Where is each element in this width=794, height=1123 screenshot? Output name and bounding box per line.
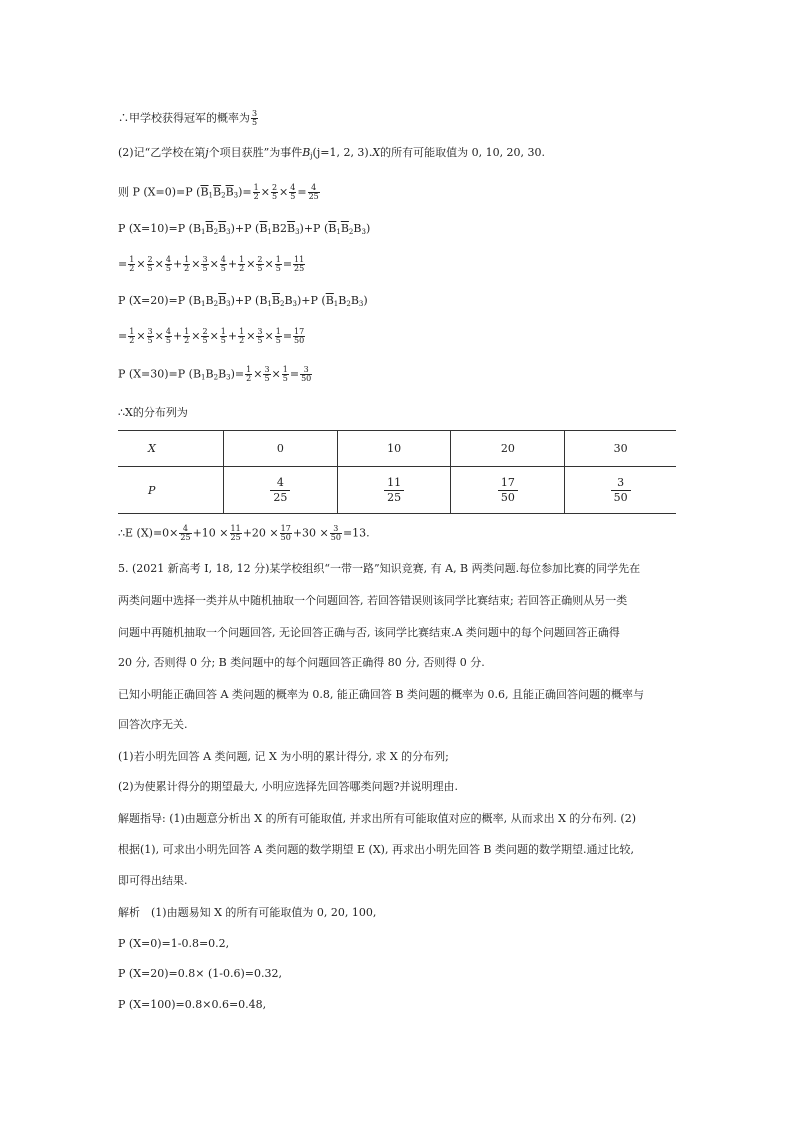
event-definition-line: (2)记“乙学校在第j个项目获胜”为事件$B_j(j=1$, 2, 3).X的所有可能取值为 0, 10, 20, 30. — [118, 146, 546, 160]
p-x0-line: 则 P (X=0)=P $(\overline{B}_1\overline{B}_2\overline{B}_3)=$ $\frac{1}{2}$ × $\frac{2}{5}$ × $\frac{4}{5}$ = $\frac{4}{25}$ — [118, 183, 319, 201]
solution-line-1: 解析 (1)由题易知 X 的所有可能取值为 0, 20, 100, — [118, 906, 377, 919]
problem5-line-3: 问题中再随机抽取一个问题回答, 无论回答正确与否, 该同学比赛结束.A 类问题中的每个问题回答正确得 — [118, 626, 620, 639]
problem5-question-1: (1)若小明先回答 A 类问题, 记 X 为小明的累计得分, 求 X 的分布列; — [118, 750, 449, 763]
p-x20-line: P (X=20)=P $(B_1B_2\overline{B}_3)+P$ $(B_1\overline{B}_2B_3)+P$ $(\overline{B}_1B_2B_3)$ — [118, 294, 368, 308]
p-cell: $\frac{17}{50}$ — [451, 467, 565, 514]
p-label-cell: P — [118, 467, 224, 514]
distribution-heading: ∴X的分布列为 — [118, 406, 188, 419]
x-cell: 0 — [224, 431, 338, 467]
conclusion-text: ∴甲学校获得冠军的概率为 — [118, 111, 250, 125]
guidance-line-1: 解题指导: (1)由题意分析出 X 的所有可能取值, 并求出所有可能取值对应的概率, 从而求出 X 的分布列. (2) — [118, 812, 636, 825]
conclusion-line-1 — [118, 110, 259, 127]
problem5-question-2: (2)为使累计得分的期望最大, 小明应选择先回答哪类问题?并说明理由. — [118, 780, 458, 793]
solution-line-3: P (X=20)=0.8× (1-0.6)=0.32, — [118, 967, 282, 980]
x-cell: 30 — [565, 431, 676, 467]
problem5-line-2: 两类问题中选择一类并从中随机抽取一个问题回答, 若回答错误则该同学比赛结束; 若回答正确则从另一类 — [118, 594, 628, 607]
distribution-table — [118, 430, 676, 514]
fraction-3-5: $\frac{3}{5}$ — [252, 109, 258, 127]
problem5-line-6: 回答次序无关. — [118, 718, 188, 731]
p-x10-line: P (X=10)=P $(B_1\overline{B}_2\overline{B}_3)+P$ $(\overline{B}_1B2\overline{B}_3)+P$ $(\overline{B}_1\overline{B}_2B_3)$ — [118, 222, 371, 236]
x-cell: 20 — [451, 431, 565, 467]
solution-line-4: P (X=100)=0.8×0.6=0.48, — [118, 998, 267, 1011]
p-x20-calc-line: = $\frac{1}{2}$ × $\frac{3}{5}$ × $\frac{4}{5}$ + $\frac{1}{2}$ × $\frac{2}{5}$ × $\frac{1}{5}$ + $\frac{1}{2}$ × $\frac{3}{5}$ × $\frac{1}{5}$ = $\frac{17}{50}$ — [118, 327, 305, 345]
p-cell: $\frac{4}{25}$ — [224, 467, 338, 514]
problem5-line-4: 20 分, 否则得 0 分; B 类问题中的每个问题回答正确得 80 分, 否则得 0 分. — [118, 656, 485, 669]
problem5-line-1: 5. (2021 新高考 Ⅰ, 18, 12 分)某学校组织“一带一路”知识竞赛, 有 A, B 两类问题.每位参加比赛的同学先在 — [118, 562, 641, 575]
guidance-line-2: 根据(1), 可求出小明先回答 A 类问题的数学期望 E (X), 再求出小明先回答 B 类问题的数学期望.通过比较, — [118, 843, 635, 856]
p-x10-calc-line: = $\frac{1}{2}$ × $\frac{2}{5}$ × $\frac{4}{5}$ + $\frac{1}{2}$ × $\frac{3}{5}$ × $\frac{4}{5}$ + $\frac{1}{2}$ × $\frac{2}{5}$ × $\frac{1}{5}$ = $\frac{11}{25}$ — [118, 255, 305, 273]
x-cell: 10 — [337, 431, 451, 467]
p-cell: $\frac{3}{50}$ — [565, 467, 676, 514]
x-label-cell: X — [118, 431, 224, 467]
solution-line-2: P (X=0)=1-0.8=0.2, — [118, 937, 230, 950]
expectation-line: ∴E (X)=0× $\frac{4}{25}$ +10 × $\frac{11}{25}$ +20 × $\frac{17}{50}$ +30 × $\frac{3}{50}$ =13. — [118, 524, 370, 542]
problem5-line-5: 已知小明能正确回答 A 类问题的概率为 0.8, 能正确回答 B 类问题的概率为 0.6, 且能正确回答问题的概率与 — [118, 688, 644, 701]
guidance-line-3: 即可得出结果. — [118, 874, 188, 887]
p-x30-line: P (X=30)=P $(B_1B_2B_3)=$ $\frac{1}{2}$ × $\frac{3}{5}$ × $\frac{1}{5}$ = $\frac{3}{50}$ — [118, 365, 312, 383]
table-row-x — [118, 431, 676, 467]
table-row-p — [118, 467, 676, 514]
p-cell: $\frac{11}{25}$ — [337, 467, 451, 514]
